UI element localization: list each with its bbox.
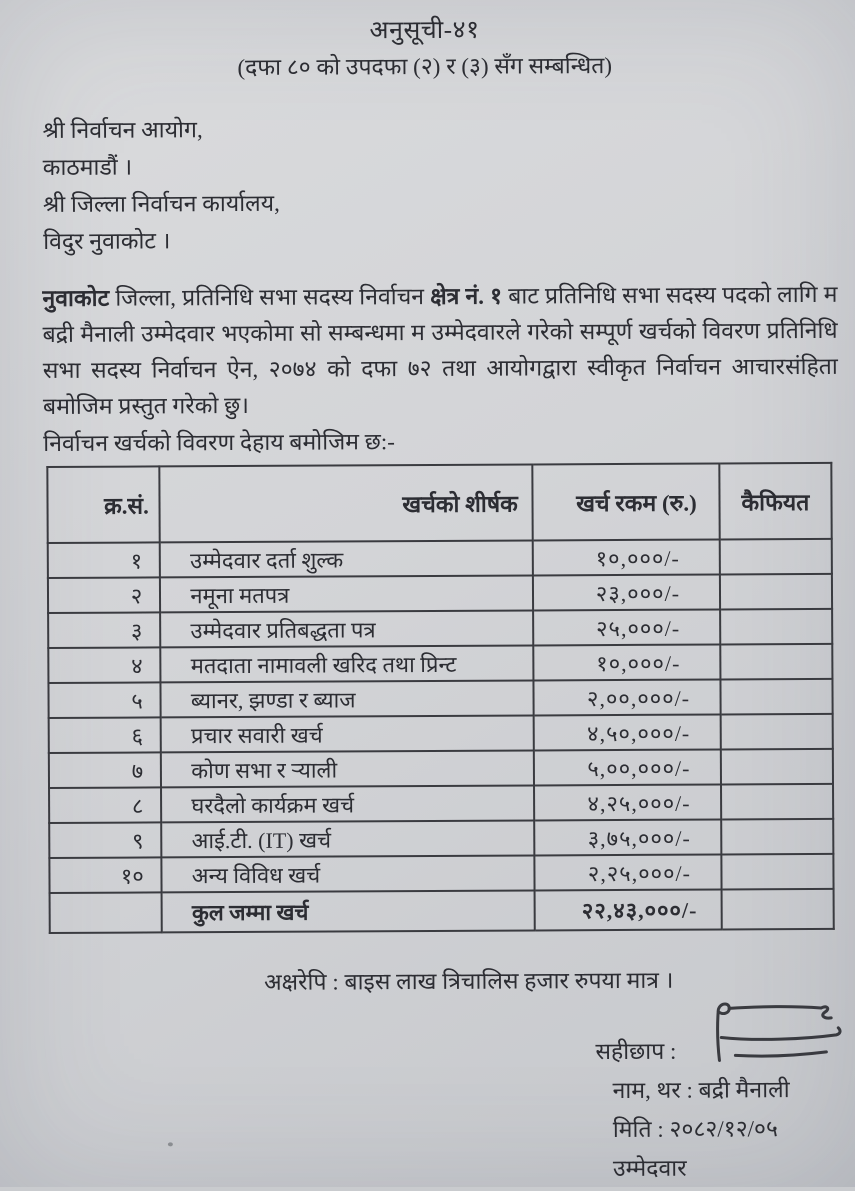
cell-amount: २,००,०००/- [534, 679, 721, 715]
cell-serial: ९ [49, 822, 161, 858]
cell-serial: ८ [49, 787, 161, 823]
cell-remarks [720, 609, 832, 645]
cell-remarks [721, 784, 833, 820]
cell-serial: ६ [49, 717, 161, 753]
cell-title: अन्य विविध खर्च [162, 855, 535, 892]
handwritten-signature-icon [705, 998, 855, 1069]
district-name: नुवाकोट [42, 285, 110, 312]
cell-title: ब्यानर, झण्डा र ब्याज [161, 680, 534, 717]
page-subtitle: (दफा ८० को उपदफा (२) र (३) सँग सम्बन्धित) [237, 53, 613, 80]
page-title: अनुसूची-४१ [369, 16, 480, 45]
cell-remarks [719, 539, 831, 575]
constituency-number: क्षेत्र नं. १ [430, 283, 503, 309]
cell-title: कोण सभा र र्‍याली [161, 750, 534, 787]
cell-title: नमूना मतपत्र [160, 575, 533, 612]
cell-remarks [721, 749, 833, 785]
date-label: मिति : [612, 1116, 664, 1143]
header-expense-amount: खर्च रकम (रु.) [533, 463, 720, 540]
cell-serial: ७ [49, 752, 161, 788]
paragraph-text: बाट प्रतिनिधि सभा सदस्य पदको लागि म बद्री मैनाली उम्मेदवार भएकोमा सो सम्बन्धमा म उम्मेदवारले गरेको सम्पूर्ण खर्चको विवरण प्रतिनिधि सभा सदस्य निर्वाचन ऐन, २०७४ को दफा ७२ तथा आयोगद्वारा स्वीकृत निर्वाचन आचारसंहिता बमोजिम प्रस्तुत गरेको छु। [42, 281, 838, 420]
signature-row [595, 1031, 789, 1071]
cell-title: उम्मेदवार दर्ता शुल्क [160, 540, 533, 577]
cell-serial [50, 892, 162, 933]
cell-amount: २,२५,०००/- [535, 854, 722, 890]
table-row [48, 539, 832, 578]
table-row [48, 644, 832, 683]
cell-amount: ४,२५,०००/- [534, 784, 721, 820]
cell-title: घरदैलो कार्यक्रम खर्च [161, 785, 534, 822]
declaration-paragraph [42, 277, 838, 425]
signature-date: २०८२/१२/०५ [669, 1116, 779, 1142]
cell-serial: ५ [48, 682, 160, 718]
signature-name-line [596, 1070, 790, 1110]
header-remarks: कैफियत [719, 463, 832, 540]
expense-table-header [47, 463, 831, 543]
signature-date-line [596, 1109, 790, 1149]
cell-remarks [721, 854, 833, 890]
cell-remarks [720, 644, 832, 680]
cell-title: मतदाता नामावली खरिद तथा प्रिन्ट [161, 645, 534, 682]
header-serial-number: क्र.सं. [47, 466, 160, 543]
cell-amount: २३,०००/- [533, 574, 720, 610]
table-row [48, 609, 832, 648]
cell-title: कुल जम्मा खर्च [162, 890, 535, 932]
table-row [49, 819, 833, 858]
cell-serial: १ [48, 542, 160, 578]
table-row [48, 679, 832, 718]
cell-amount: ३,७५,०००/- [534, 819, 721, 855]
scan-speck [168, 1142, 173, 1146]
cell-title: प्रचार सवारी खर्च [161, 715, 534, 752]
candidate-name: बद्री मैनाली [698, 1077, 790, 1103]
signature-block [595, 1031, 790, 1188]
address-block [42, 108, 853, 260]
cell-remarks [721, 819, 833, 855]
table-row [49, 714, 833, 753]
address-line-commission: श्री निर्वाचन आयोग, [42, 117, 203, 144]
cell-serial: ३ [48, 612, 160, 648]
cell-serial: २ [48, 577, 160, 613]
table-row [49, 784, 833, 823]
table-total-row [50, 889, 834, 933]
cell-remarks [720, 714, 832, 750]
cell-title: आई.टी. (IT) खर्च [161, 820, 534, 857]
header-expense-title: खर्चको शीर्षक [160, 464, 533, 542]
name-label: नाम, थर : [612, 1077, 693, 1104]
cell-amount: ४,५०,०००/- [534, 714, 721, 750]
cell-amount: १०,०००/- [533, 539, 720, 575]
cell-remarks [720, 574, 832, 610]
cell-remarks [721, 889, 834, 930]
cell-serial: ४ [48, 647, 160, 683]
expense-table [46, 462, 834, 934]
cell-serial: १० [49, 857, 161, 893]
signature-designation: उम्मेदवार [612, 1155, 687, 1182]
table-row [49, 749, 833, 788]
address-line-district-office: श्री जिल्ला निर्वाचन कार्यालय, [42, 190, 280, 218]
table-lead-line: निर्वाचन खर्चको विवरण देहाय बमोजिम छ:- [43, 429, 395, 457]
cell-remarks [720, 679, 832, 715]
expense-table-body [48, 539, 834, 933]
cell-amount: ५,००,०००/- [534, 749, 721, 785]
address-line-bidur: विदुर नुवाकोट । [43, 228, 171, 255]
table-row [49, 854, 833, 893]
signature-label: सहीछाप : [595, 1038, 677, 1065]
paragraph-text: जिल्ला, प्रतिनिधि सभा सदस्य निर्वाचन [109, 283, 431, 311]
address-line-kathmandu: काठमाडौं । [42, 154, 133, 181]
cell-amount: २५,०००/- [533, 609, 720, 645]
cell-title: उम्मेदवार प्रतिबद्धता पत्र [160, 610, 533, 647]
cell-amount: १०,०००/- [533, 644, 720, 680]
cell-amount: २२,४३,०००/- [535, 889, 722, 930]
table-row [48, 574, 832, 613]
amount-in-words: अक्षरेपि : बाइस लाख त्रिचालिस हजार रुपया मात्र । [263, 967, 674, 995]
